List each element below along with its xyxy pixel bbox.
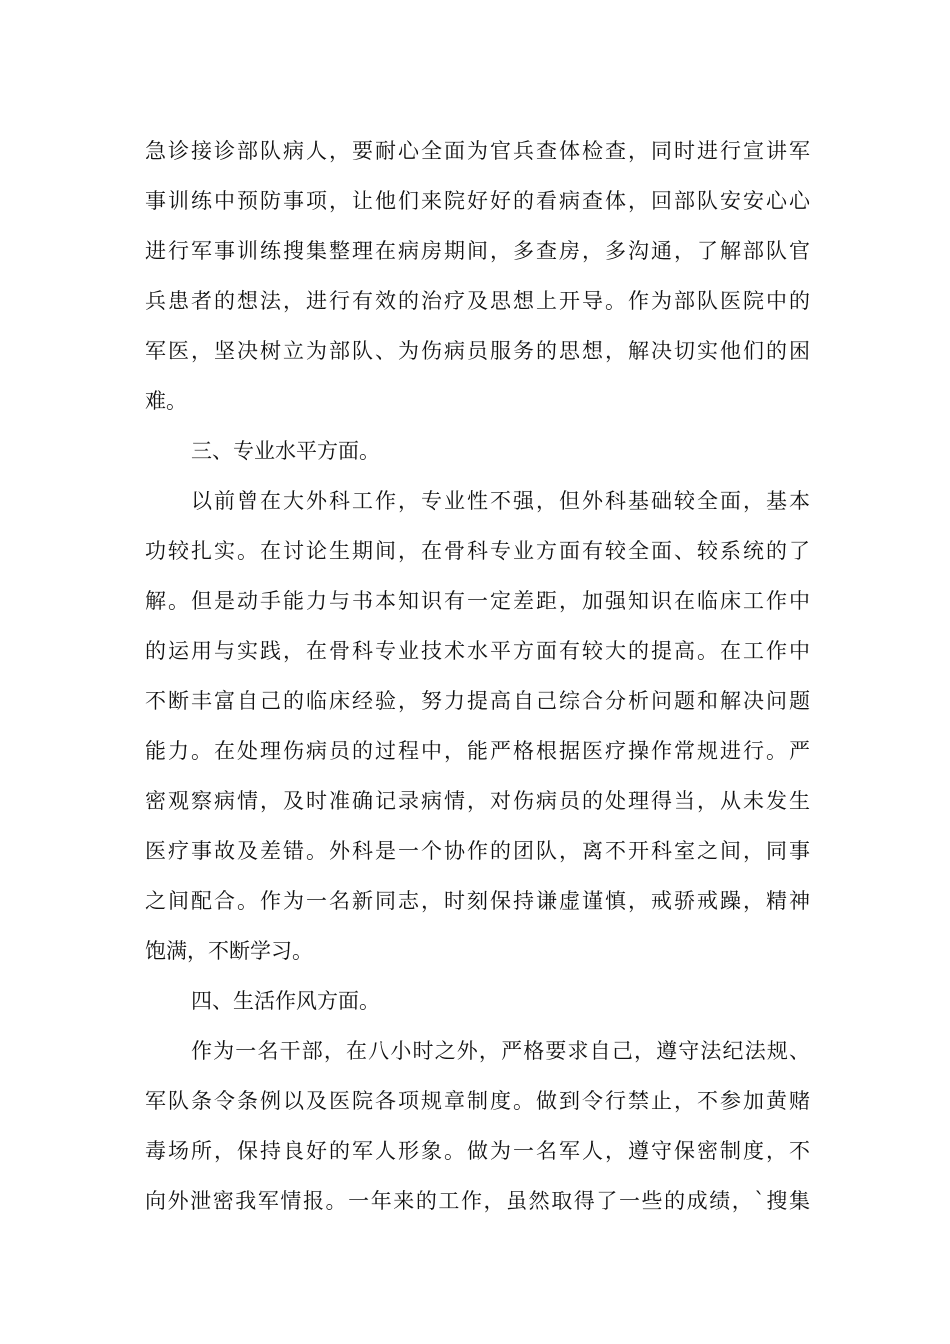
body-line: 难。 [145,389,187,413]
body-line: 兵患者的想法，进行有效的治疗及思想上开导。作为部队医院中的 [145,289,810,313]
body-line: 以前曾在大外科工作，专业性不强，但外科基础较全面，基本 [191,489,810,513]
section-heading: 三、专业水平方面。 [191,439,380,463]
body-line: 进行军事训练搜集整理在病房期间，多查房，多沟通，了解部队官 [145,239,810,263]
body-line: 功较扎实。在讨论生期间，在骨科专业方面有较全面、较系统的了 [145,539,810,563]
body-line: 不断丰富自己的临床经验，努力提高自己综合分析问题和解决问题 [145,689,810,713]
body-line: 急诊接诊部队病人，要耐心全面为官兵查体检查，同时进行宣讲军 [145,139,810,163]
body-line: 密观察病情，及时准确记录病情，对伤病员的处理得当，从未发生 [145,789,810,813]
body-line: 能力。在处理伤病员的过程中，能严格根据医疗操作常规进行。严 [145,739,810,763]
body-line: 医疗事故及差错。外科是一个协作的团队，离不开科室之间，同事 [145,839,810,863]
body-line: 饱满，不断学习。 [145,939,313,963]
body-line: 解。但是动手能力与书本知识有一定差距，加强知识在临床工作中 [145,589,810,613]
body-line: 事训练中预防事项，让他们来院好好的看病查体，回部队安安心心 [145,189,810,213]
body-line: 的运用与实践，在骨科专业技术水平方面有较大的提高。在工作中 [145,639,810,663]
body-line: 作为一名干部，在八小时之外，严格要求自己，遵守法纪法规、 [191,1039,810,1063]
body-line: 军队条令条例以及医院各项规章制度。做到令行禁止，不参加黄赌 [145,1089,810,1113]
body-line: 毒场所，保持良好的军人形象。做为一名军人，遵守保密制度，不 [145,1139,810,1163]
body-line: 向外泄密我军情报。一年来的工作，虽然取得了一些的成绩，`搜集 [145,1189,810,1213]
body-line: 军医，坚决树立为部队、为伤病员服务的思想，解决切实他们的困 [145,339,810,363]
body-line: 之间配合。作为一名新同志，时刻保持谦虚谨慎，戒骄戒躁，精神 [145,889,810,913]
section-heading: 四、生活作风方面。 [191,989,380,1013]
